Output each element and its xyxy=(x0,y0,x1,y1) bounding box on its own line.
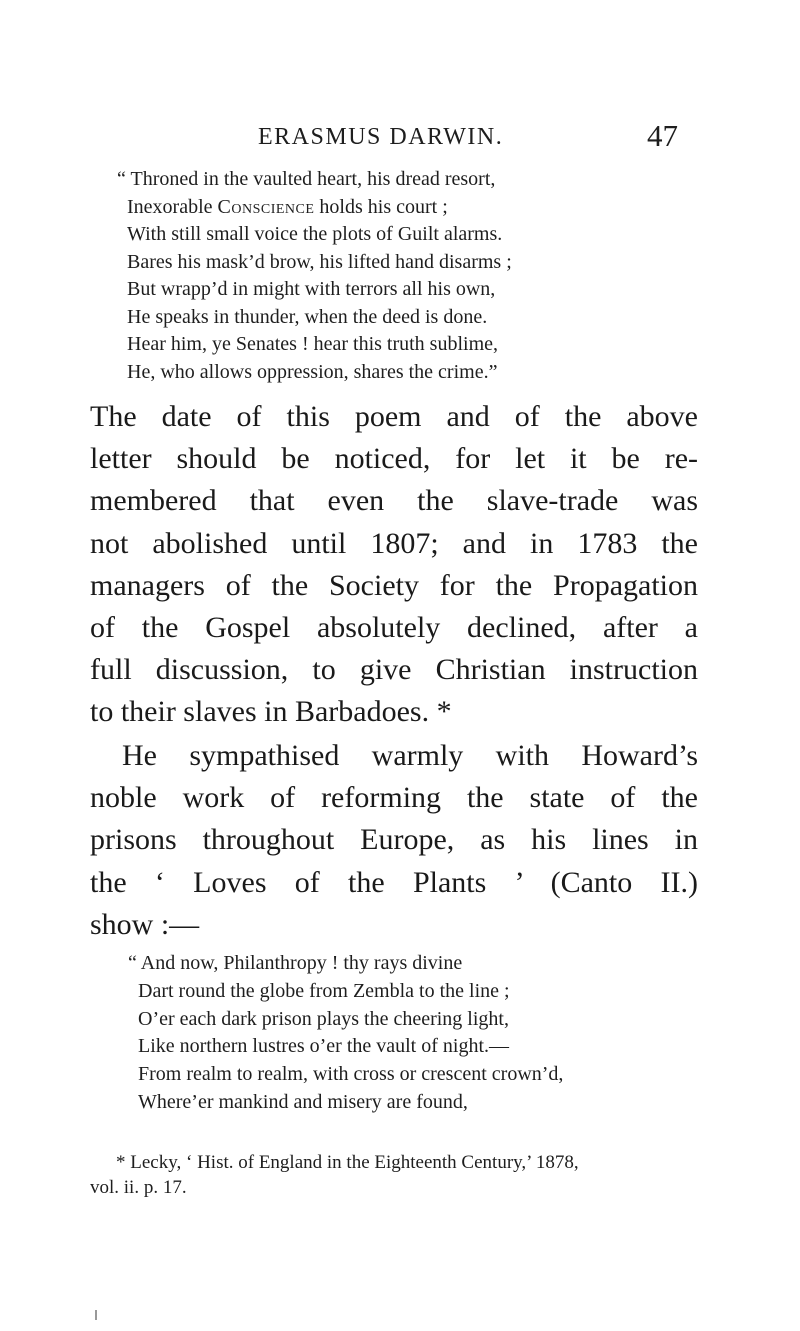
paragraph-line: The date of this poem and of the above xyxy=(90,400,698,433)
footnote-line: vol. ii. p. 17. xyxy=(90,1177,187,1198)
footnote-line: * Lecky, ‘ Hist. of England in the Eighteenth Century,’ 1878, xyxy=(116,1152,579,1173)
verse-line: Where’er mankind and misery are found, xyxy=(138,1090,468,1113)
page-number: 47 xyxy=(647,118,678,153)
running-title: ERASMUS DARWIN. xyxy=(258,124,504,150)
verse-line: Bares his mask’d brow, his lifted hand disarms ; xyxy=(127,250,512,273)
paragraph-poem-date xyxy=(90,396,710,734)
running-head xyxy=(0,118,800,158)
paragraph-line: membered that even the slave-trade was xyxy=(90,484,698,518)
paragraph-line: the ‘ Loves of the Plants ’ (Canto II.) xyxy=(90,865,698,899)
verse-line: Dart round the globe from Zembla to the line ; xyxy=(138,979,510,1002)
paragraph-line: of the Gospel absolutely declined, after a xyxy=(90,611,698,645)
paragraph-line: full discussion, to give Christian instruction xyxy=(90,653,698,687)
paragraph-line: letter should be noticed, for let it be re- xyxy=(90,442,698,476)
paragraph-line: to their slaves in Barbadoes. * xyxy=(90,695,452,729)
verse-line: From realm to realm, with cross or crescent crown’d, xyxy=(138,1063,564,1086)
paragraph-line: noble work of reforming the state of the xyxy=(90,781,698,815)
verse-line: Like northern lustres o’er the vault of night.— xyxy=(138,1035,510,1058)
paragraph-line: not abolished until 1807; and in 1783 the xyxy=(90,526,698,560)
verse-line: But wrapp’d in might with terrors all his own, xyxy=(127,278,496,300)
footnote xyxy=(90,1150,710,1200)
verse-line: “ Throned in the vaulted heart, his dread resort, xyxy=(117,168,496,190)
margin-mark xyxy=(95,1310,97,1320)
paragraph-line: show :— xyxy=(90,907,200,941)
verse-line: Hear him, ye Senates ! hear this truth sublime, xyxy=(127,333,499,355)
verse-line xyxy=(127,194,512,222)
verse-quotation-conscience xyxy=(117,166,512,386)
verse-line: With still small voice the plots of Guilt alarms. xyxy=(127,223,503,245)
verse-line: “ And now, Philanthropy ! thy rays divine xyxy=(128,952,463,974)
verse-line: He speaks in thunder, when the deed is done. xyxy=(127,305,488,328)
verse-line-part: holds his court ; xyxy=(319,195,448,218)
paragraph-line: prisons throughout Europe, as his lines in xyxy=(90,823,698,857)
verse-line: O’er each dark prison plays the cheering light, xyxy=(138,1007,509,1030)
verse-line: He, who allows oppression, shares the crime.” xyxy=(127,360,498,383)
paragraph-line: managers of the Society for the Propagation xyxy=(90,568,698,602)
paragraph-line: He sympathised warmly with Howard’s xyxy=(122,739,698,772)
verse-line-part: Inexorable xyxy=(127,195,213,218)
small-caps-word: Conscience xyxy=(217,195,315,218)
verse-quotation-philanthropy xyxy=(128,950,564,1117)
paragraph-howard xyxy=(90,735,710,946)
